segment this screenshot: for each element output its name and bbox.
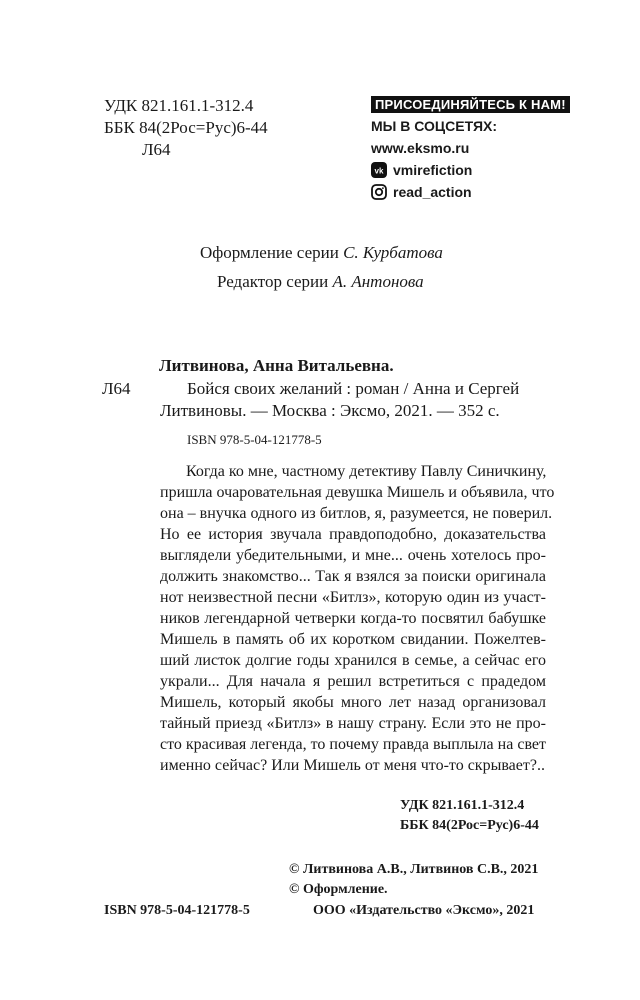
website-link[interactable]: www.eksmo.ru	[371, 140, 470, 156]
svg-text:vk: vk	[374, 166, 384, 176]
footer-isbn: ISBN 978-5-04-121778-5	[104, 903, 250, 918]
bbk-code: ББК 84(2Рос=Рус)6-44	[104, 118, 268, 137]
annotation-line: Мишель в память об их коротком свидании. Пожелтев-	[160, 631, 546, 648]
entry-isbn: ISBN 978-5-04-121778-5	[187, 432, 322, 447]
annotation-line: она – внучка одного из битлов, я, разумеется, не поверил.	[160, 505, 553, 522]
social-subtitle: МЫ В СОЦСЕТЯХ:	[371, 118, 498, 134]
series-editor-credit	[217, 272, 424, 292]
annotation-line: Мишель, который якобы много лет назад организовал	[160, 694, 546, 711]
annotation-line: Когда ко мне, частному детективу Павлу Синичкину,	[186, 463, 547, 480]
bottom-udk: УДК 821.161.1-312.4	[400, 798, 525, 813]
annotation-line: должить знакомство... Так я взялся за поиски оригинала	[160, 568, 546, 585]
annotation-line: ников легендарной четверки когда-то посвятил бабушке	[160, 610, 546, 627]
annotation-line: Но ее история звучала правдоподобно, доказательства	[160, 526, 546, 543]
instagram-handle: read_action	[393, 184, 472, 200]
editor-name: А. Антонова	[332, 272, 424, 291]
social-banner: ПРИСОЕДИНЯЙТЕСЬ К НАМ!	[371, 96, 570, 113]
annotation-line: ший листок долгие годы хранился в семье, а сейчас его	[160, 652, 546, 669]
editor-label: Редактор серии	[217, 272, 329, 291]
vk-icon	[371, 162, 387, 178]
instagram-icon	[371, 184, 387, 200]
bottom-bbk: ББК 84(2Рос=Рус)6-44	[400, 818, 539, 833]
design-name: С. Курбатова	[343, 243, 443, 262]
annotation-line: выглядели убедительными, и мне... очень хотелось про-	[160, 547, 546, 564]
annotation-line: украли... Для начала я решил встретиться с прадедом	[160, 673, 546, 690]
annotation-line: тайный приезд «Битлз» в нашу страну. Если это не про-	[160, 715, 546, 732]
annotation-line: пришла очаровательная девушка Мишель и объявила, что	[160, 484, 555, 501]
design-label: Оформление серии	[200, 243, 339, 262]
author-code: Л64	[142, 140, 171, 159]
annotation	[160, 461, 555, 776]
copyright-design: © Оформление.	[289, 882, 388, 897]
udk-code: УДК 821.161.1-312.4	[104, 96, 254, 115]
entry-author: Литвинова, Анна Витальевна.	[159, 356, 394, 375]
vk-handle: vmirefiction	[393, 162, 473, 178]
annotation-line: именно сейчас? Или Мишель от меня что-то скрывает?..	[160, 757, 545, 774]
copyright-publisher: ООО «Издательство «Эксмо», 2021	[313, 903, 535, 918]
copyright-authors: © Литвинова А.В., Литвинов С.В., 2021	[289, 862, 539, 877]
entry-code: Л64	[102, 379, 131, 398]
annotation-line: сто красивая легенда, то почему правда выплыла на свет	[160, 736, 546, 753]
entry-publication-line: Литвиновы. — Москва : Эксмо, 2021. — 352 с.	[160, 401, 500, 420]
series-design-credit	[200, 243, 443, 263]
instagram-link[interactable]	[371, 181, 570, 203]
entry-title-line: Бойся своих желаний : роман / Анна и Сергей	[187, 379, 520, 398]
annotation-line: нот неизвестной песни «Битлз», которую один из участ-	[160, 589, 546, 606]
vk-link[interactable]	[371, 159, 570, 181]
social-block	[371, 96, 570, 203]
